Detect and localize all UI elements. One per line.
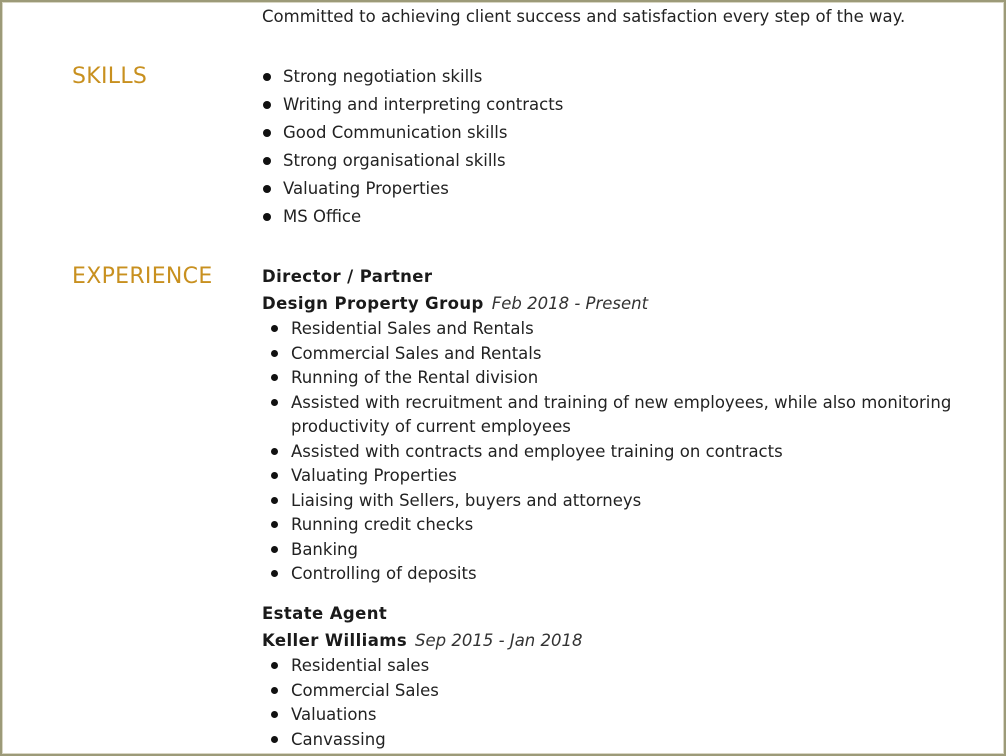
duty-item: Canvassing <box>262 728 952 753</box>
duty-item: Assisted with recruitment and training of new employees, while also monitoring productivity of current employees <box>262 391 952 440</box>
skills-list <box>262 64 563 232</box>
duty-item: Valuations <box>262 703 952 728</box>
skill-item: Valuating Properties <box>262 176 563 204</box>
duty-item: Controlling of deposits <box>262 562 952 587</box>
duty-item: Valuating Properties <box>262 464 952 489</box>
skill-item: Writing and interpreting contracts <box>262 92 563 120</box>
job-company-line <box>262 293 648 315</box>
skill-item: Strong organisational skills <box>262 148 563 176</box>
skill-item: Good Communication skills <box>262 120 563 148</box>
duty-item: Commercial Sales and Rentals <box>262 342 952 367</box>
company-name: Design Property Group <box>262 294 484 313</box>
duty-item: Liaising with Sellers, buyers and attorneys <box>262 489 952 514</box>
company-name: Keller Williams <box>262 631 408 650</box>
job-dates: Feb 2018 - Present <box>491 294 649 313</box>
duty-item: Running credit checks <box>262 513 952 538</box>
duty-item: Residential Sales and Rentals <box>262 317 952 342</box>
skill-item: MS Office <box>262 204 563 232</box>
job-company-line <box>262 630 583 652</box>
job-title: Estate Agent <box>262 604 388 623</box>
duty-item: Residential sales <box>262 654 952 679</box>
skills-heading: SKILLS <box>72 64 148 89</box>
job-title: Director / Partner <box>262 267 433 286</box>
job-duties-list <box>262 654 952 752</box>
duty-item: Running of the Rental division <box>262 366 952 391</box>
skill-item: Strong negotiation skills <box>262 64 563 92</box>
summary-text: Committed to achieving client success and satisfaction every step of the way. <box>262 7 906 26</box>
job-duties-list <box>262 317 952 587</box>
duty-item: Commercial Sales <box>262 679 952 704</box>
job-dates: Sep 2015 - Jan 2018 <box>415 631 583 650</box>
duty-item: Banking <box>262 538 952 563</box>
duty-item: Assisted with contracts and employee training on contracts <box>262 440 952 465</box>
experience-heading: EXPERIENCE <box>72 264 213 289</box>
